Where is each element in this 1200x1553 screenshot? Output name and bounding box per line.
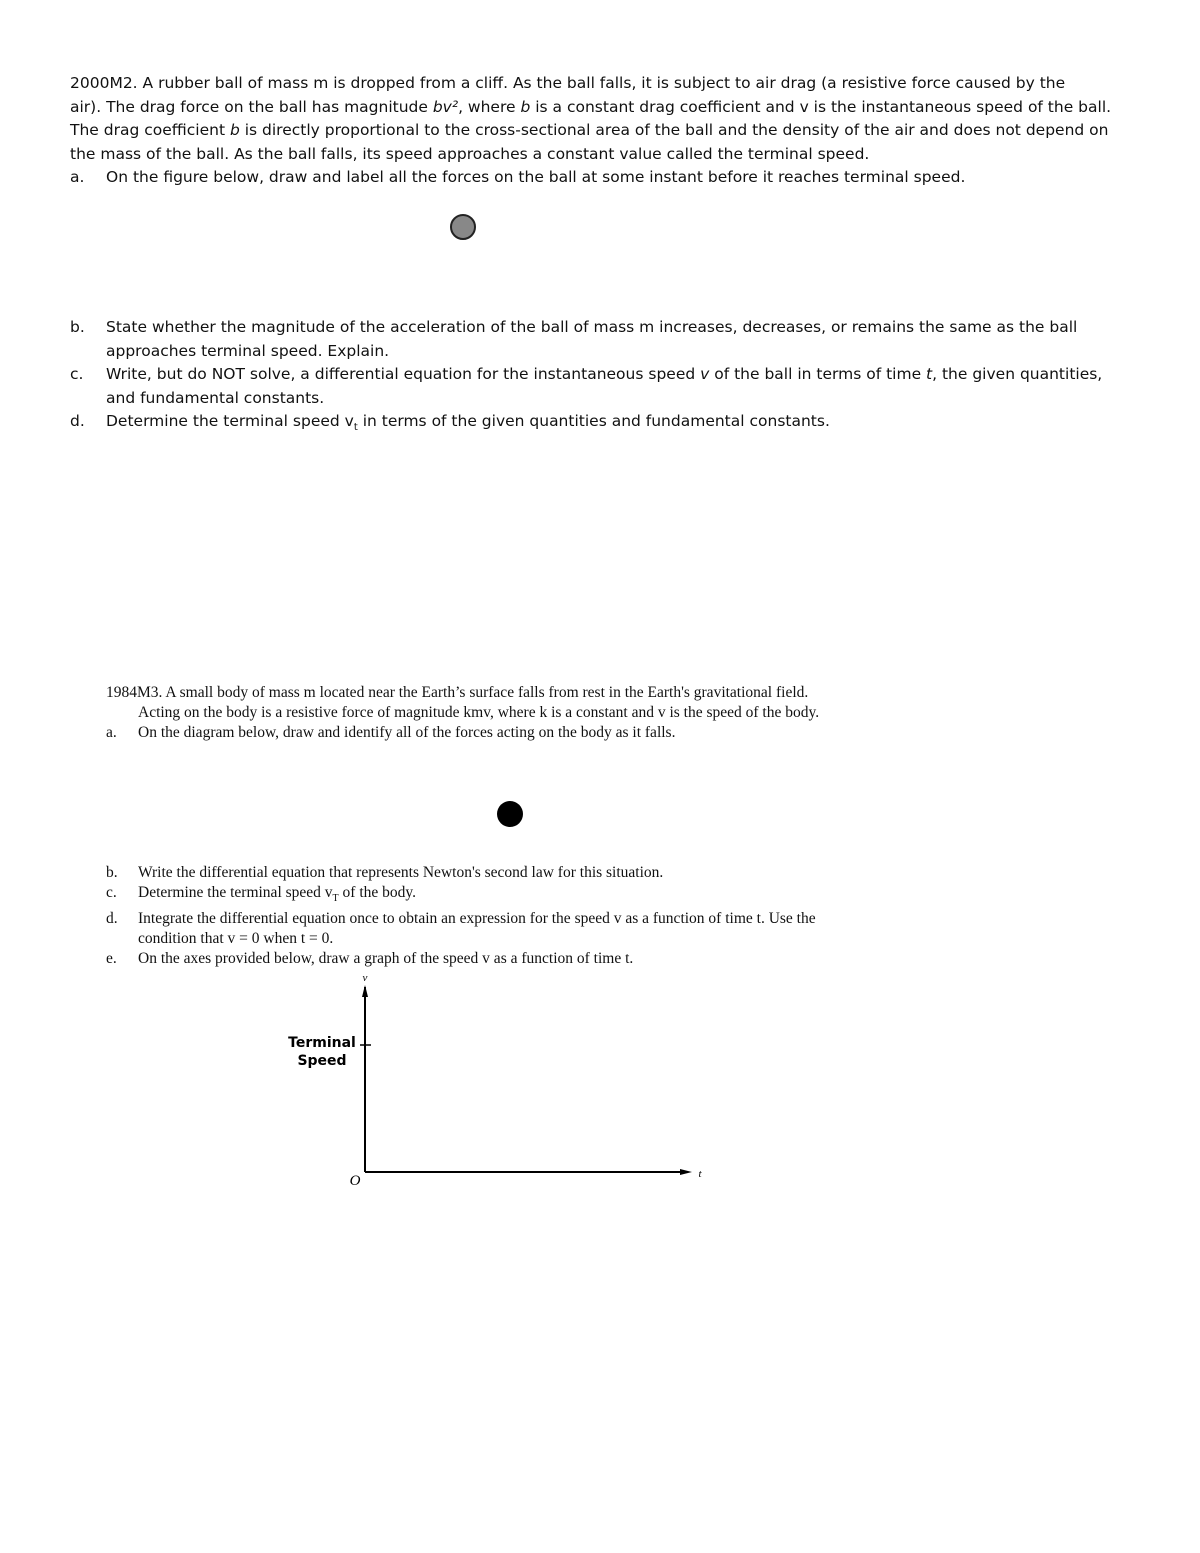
drag-coefficient-symbol-2: b bbox=[229, 121, 240, 139]
part-b-label: b. bbox=[106, 864, 118, 881]
part-c-text-b: of the ball in terms of time bbox=[709, 365, 927, 383]
intro-line-2c: , where bbox=[458, 97, 521, 116]
part-a bbox=[106, 723, 906, 743]
intro-line-1: 1984M3. A small body of mass m located near the Earth’s surface falls from rest in the Earth's gravitational field. bbox=[106, 684, 809, 701]
part-d-text-b: in terms of the given quantities and fundamental constants. bbox=[357, 412, 830, 430]
speed-symbol: v bbox=[700, 365, 710, 383]
part-b-label: b. bbox=[70, 318, 85, 336]
part-c-text bbox=[138, 883, 906, 909]
part-d bbox=[70, 410, 1130, 440]
time-symbol: t bbox=[926, 365, 933, 383]
part-a-text: On the figure below, draw and label all the forces on the ball at some instant before it reaches terminal speed. bbox=[106, 168, 966, 186]
part-c bbox=[70, 363, 1130, 410]
speed-time-axes bbox=[280, 965, 720, 1195]
part-e-text: On the axes provided below, draw a graph of the speed v as a function of time t. bbox=[138, 950, 634, 968]
part-d-label: d. bbox=[106, 910, 118, 928]
part-d-text bbox=[106, 410, 1130, 440]
part-b bbox=[106, 863, 906, 883]
intro-line-2e: is a constant drag coefficient and v is the instantaneous speed of the ball. bbox=[530, 97, 1112, 116]
part-c-text-a: Write, but do NOT solve, a differential equation for the instantaneous speed bbox=[106, 365, 701, 383]
terminal-subscript: t bbox=[353, 422, 358, 434]
problem-1984m3-parts bbox=[106, 863, 906, 969]
part-d-text-a: Determine the terminal speed v bbox=[106, 412, 354, 430]
problem-2000m2-parts bbox=[70, 316, 1130, 440]
part-c-label: c. bbox=[106, 884, 117, 901]
problem-1984m3-intro bbox=[106, 683, 906, 723]
intro-line-2a: air). The drag force on the ball has magnitude bbox=[70, 97, 433, 116]
problem-2000m2 bbox=[70, 72, 1130, 190]
intro-line-3a: The drag coefficient bbox=[70, 121, 230, 139]
terminal-speed-label-line-2: Speed bbox=[297, 1053, 347, 1069]
y-axis-label: v bbox=[362, 972, 368, 984]
part-a-text: On the diagram below, draw and identify all of the forces acting on the body as it falls. bbox=[138, 724, 676, 741]
terminal-speed-label-line-1: Terminal bbox=[288, 1035, 356, 1051]
intro-line-4: the mass of the ball. As the ball falls, its speed approaches a constant value called the terminal speed. bbox=[70, 144, 870, 163]
drag-coefficient-symbol: b bbox=[520, 97, 531, 116]
part-e-label: e. bbox=[106, 950, 117, 968]
part-a bbox=[70, 166, 1130, 190]
black-ball-figure bbox=[497, 801, 523, 827]
part-c-text-b: of the body. bbox=[338, 884, 416, 901]
problem-1984m3 bbox=[106, 683, 906, 743]
part-b bbox=[70, 316, 1130, 363]
gray-ball-figure bbox=[450, 214, 476, 240]
part-a-label: a. bbox=[106, 724, 117, 741]
problem-2000m2-intro bbox=[70, 72, 1130, 166]
part-d-line-1: Integrate the differential equation once to obtain an expression for the speed v as a function of time t. Use the bbox=[138, 910, 816, 928]
part-d bbox=[106, 909, 906, 949]
x-axis-label: t bbox=[698, 1168, 702, 1180]
part-c-text-a: Determine the terminal speed v bbox=[138, 884, 333, 901]
part-d-text bbox=[138, 909, 906, 949]
terminal-subscript: T bbox=[332, 893, 339, 905]
part-b-text: State whether the magnitude of the acceleration of the ball of mass m increases, decreases, or remains the same as the ball approaches terminal speed. Explain. bbox=[106, 318, 1078, 360]
part-c bbox=[106, 883, 906, 909]
intro-line-1: 2000M2. A rubber ball of mass m is dropped from a cliff. As the ball falls, it is subject to air drag (a resistive force caused by the bbox=[70, 74, 1066, 92]
y-axis-arrowhead bbox=[362, 985, 368, 997]
part-c-label: c. bbox=[70, 365, 84, 383]
origin-label: O bbox=[349, 1173, 361, 1189]
part-d-line-2: condition that v = 0 when t = 0. bbox=[138, 930, 334, 948]
intro-line-2: Acting on the body is a resistive force of magnitude kmv, where k is a constant and v is the speed of the body. bbox=[138, 704, 820, 721]
drag-expression: bv² bbox=[432, 97, 459, 116]
intro-line-3c: is directly proportional to the cross-sectional area of the ball and the density of the air and does not depend on bbox=[239, 121, 1109, 139]
part-a-label: a. bbox=[70, 168, 85, 186]
part-c-text-c: , the given quantities, and fundamental constants. bbox=[106, 365, 1103, 407]
part-b-text: Write the differential equation that represents Newton's second law for this situation. bbox=[138, 864, 664, 881]
x-axis-arrowhead bbox=[680, 1169, 692, 1175]
part-c-text bbox=[106, 363, 1130, 410]
part-d-label: d. bbox=[70, 412, 85, 430]
